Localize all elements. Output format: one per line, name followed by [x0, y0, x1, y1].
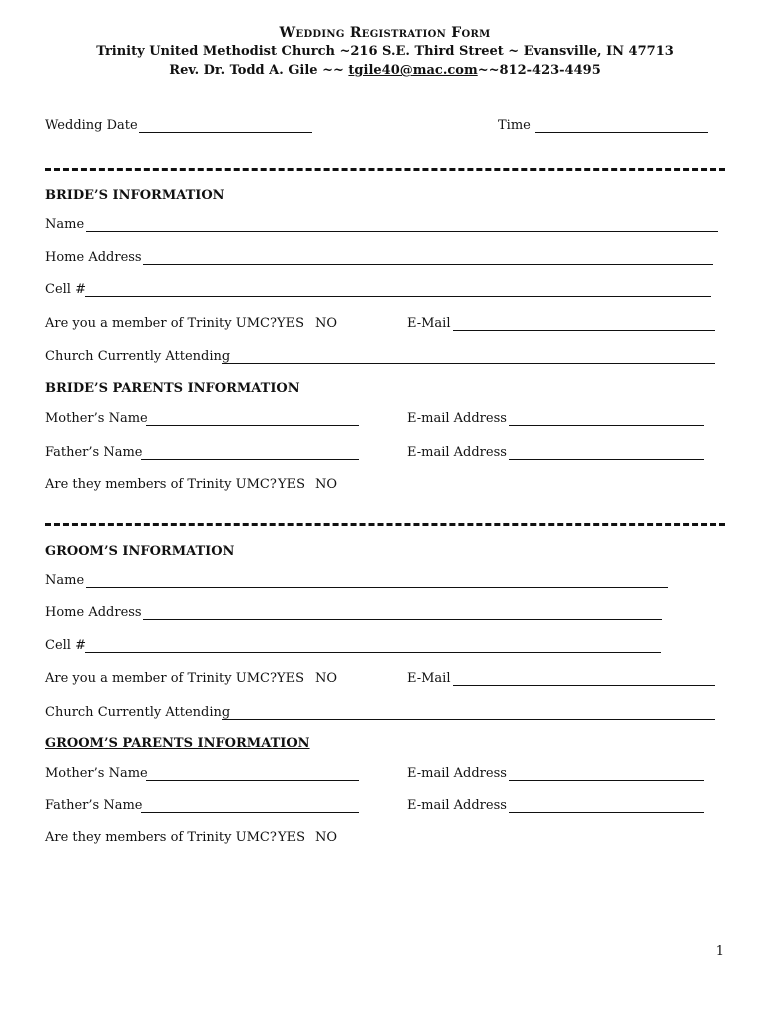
form-header: [0, 24, 770, 80]
bride-cell-label: Cell #: [45, 282, 86, 297]
bride-church-row: [0, 349, 770, 371]
bride-address-label: Home Address: [45, 250, 142, 265]
wedding-time-label: Time: [498, 118, 531, 133]
groom-father-field[interactable]: [141, 812, 359, 813]
form-title: Wedding Registration Form: [279, 25, 491, 41]
bride-mother-email-field[interactable]: [509, 425, 704, 426]
bride-member-no-option[interactable]: NO: [315, 316, 338, 331]
groom-church-label: Church Currently Attending: [45, 705, 231, 720]
groom-member-no-option[interactable]: NO: [315, 671, 338, 686]
groom-mother-email-field[interactable]: [509, 780, 704, 781]
groom-church-row: [0, 705, 770, 727]
groom-cell-field[interactable]: [85, 652, 661, 653]
bride-parents-member-no-option[interactable]: NO: [315, 477, 338, 492]
bride-address-field[interactable]: [143, 264, 713, 265]
groom-cell-row: [0, 638, 770, 660]
groom-address-field[interactable]: [143, 619, 662, 620]
groom-email-label: E-Mail: [407, 671, 451, 686]
groom-address-row: [0, 605, 770, 627]
groom-parents-member-row: [0, 830, 770, 852]
groom-member-question: Are you a member of Trinity UMC?: [45, 671, 277, 686]
bride-info-heading: BRIDE’S INFORMATION: [45, 188, 225, 203]
bride-cell-field[interactable]: [85, 296, 711, 297]
section-divider: [45, 168, 725, 171]
groom-father-email-field[interactable]: [509, 812, 704, 813]
groom-name-field[interactable]: [86, 587, 668, 588]
page-number: 1: [715, 944, 724, 959]
groom-email-field[interactable]: [453, 685, 715, 686]
groom-member-row: [0, 671, 770, 693]
bride-parents-heading: BRIDE’S PARENTS INFORMATION: [45, 381, 300, 396]
bride-email-label: E-Mail: [407, 316, 451, 331]
bride-mother-label: Mother’s Name: [45, 411, 148, 426]
bride-name-label: Name: [45, 217, 85, 232]
bride-parents-member-question: Are they members of Trinity UMC?: [45, 477, 277, 492]
bride-parents-member-row: [0, 477, 770, 499]
groom-father-row: [0, 798, 770, 820]
bride-father-label: Father’s Name: [45, 445, 143, 460]
bride-father-email-label: E-mail Address: [407, 445, 507, 460]
wedding-date-label: Wedding Date: [45, 118, 138, 133]
bride-church-label: Church Currently Attending: [45, 349, 231, 364]
bride-church-field[interactable]: [222, 363, 715, 364]
groom-mother-label: Mother’s Name: [45, 766, 148, 781]
groom-parents-member-question: Are they members of Trinity UMC?: [45, 830, 277, 845]
groom-cell-label: Cell #: [45, 638, 86, 653]
groom-mother-field[interactable]: [146, 780, 359, 781]
groom-name-row: [0, 573, 770, 595]
bride-mother-row: [0, 411, 770, 433]
groom-member-yes-option[interactable]: YES: [277, 671, 304, 686]
groom-church-field[interactable]: [222, 719, 715, 720]
groom-mother-row: [0, 766, 770, 788]
pastor-name: Rev. Dr. Todd A. Gile ~~: [169, 63, 349, 78]
wedding-date-row: [0, 118, 770, 140]
bride-cell-row: [0, 282, 770, 304]
groom-parents-member-yes-option[interactable]: YES: [278, 830, 305, 845]
bride-mother-field[interactable]: [146, 425, 359, 426]
bride-name-field[interactable]: [86, 231, 718, 232]
groom-father-email-label: E-mail Address: [407, 798, 507, 813]
bride-email-field[interactable]: [453, 330, 715, 331]
section-divider: [45, 523, 725, 526]
bride-address-row: [0, 250, 770, 272]
groom-address-label: Home Address: [45, 605, 142, 620]
pastor-email-link[interactable]: tgile40@mac.com: [348, 63, 478, 78]
groom-parents-heading: GROOM’S PARENTS INFORMATION: [45, 736, 310, 751]
groom-parents-member-no-option[interactable]: NO: [315, 830, 338, 845]
bride-father-email-field[interactable]: [509, 459, 704, 460]
groom-mother-email-label: E-mail Address: [407, 766, 507, 781]
wedding-time-field[interactable]: [535, 132, 708, 133]
wedding-date-field[interactable]: [139, 132, 312, 133]
groom-name-label: Name: [45, 573, 85, 588]
church-address: Trinity United Methodist Church ~216 S.E. Third Street ~ Evansville, IN 47713: [96, 44, 674, 59]
bride-parents-member-yes-option[interactable]: YES: [278, 477, 305, 492]
groom-father-label: Father’s Name: [45, 798, 143, 813]
bride-father-field[interactable]: [141, 459, 359, 460]
bride-name-row: [0, 217, 770, 239]
bride-member-question: Are you a member of Trinity UMC?: [45, 316, 277, 331]
bride-member-yes-option[interactable]: YES: [277, 316, 304, 331]
bride-mother-email-label: E-mail Address: [407, 411, 507, 426]
pastor-phone: ~~812-423-4495: [477, 63, 601, 78]
groom-info-heading: GROOM’S INFORMATION: [45, 544, 235, 559]
bride-father-row: [0, 445, 770, 467]
bride-member-row: [0, 316, 770, 338]
pastor-contact: [0, 61, 770, 80]
